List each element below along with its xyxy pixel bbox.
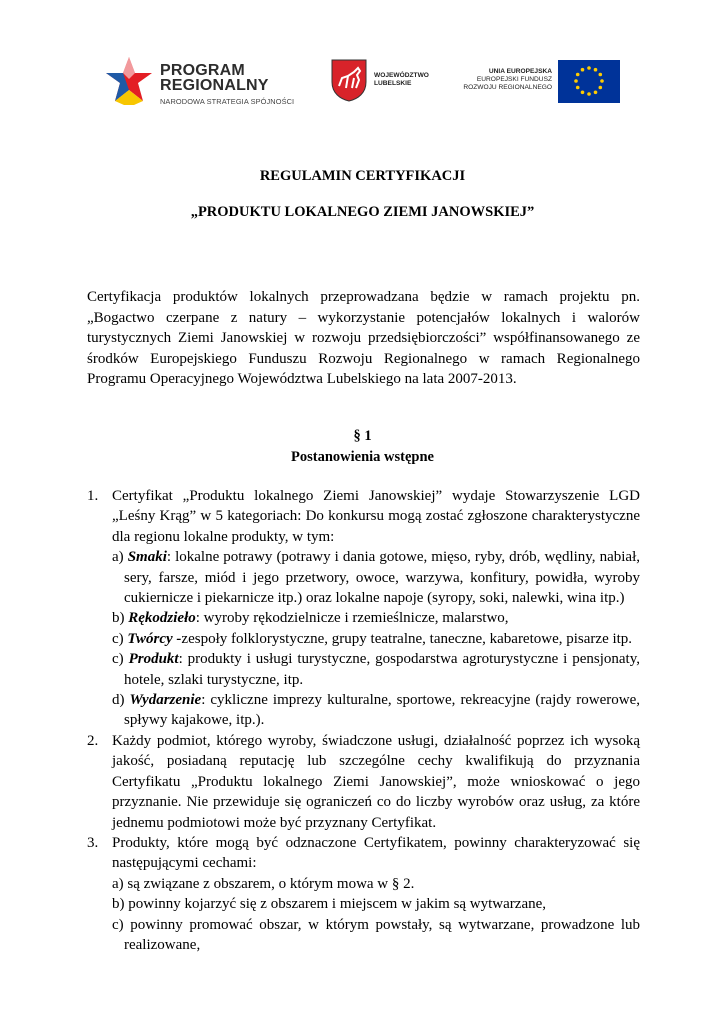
intro-paragraph: Certyfikacja produktów lokalnych przeprowadzana będzie w ramach projektu pn. „Bogactwo czerpane z natury – wykorzystanie potencjałów lokalnych i walorów turystycznych Ziemi Janowskiej w rozwoju przedsiębiorczości” współfinansowanego ze środków Europejskiego Funduszu Rozwoju Regionalnego w ramach Regionalnego Programu Operacyjnego Województwa Lubelskiego na lata 2007-2013. [87, 289, 640, 387]
eu-flag-icon [558, 60, 620, 103]
section-number: § 1 [353, 428, 372, 444]
sub-item: a) Smaki: lokalne potrawy (potrawy i dania gotowe, mięso, ryby, drób, wędliny, nabiał, sery, farsze, miód i jego przetwory, owoce, warzywa, konfitury, powidła, wyroby cukiernicze i piekarnicze itp.) oraz lokalne napoje (syropy, soki, nalewki, wina itp.) [112, 549, 640, 607]
program-subtitle: NARODOWA STRATEGIA SPÓJNOŚCI [160, 97, 295, 106]
program-title: PROGRAM REGIONALNY [160, 62, 269, 94]
sub-item: a) są związane z obszarem, o którym mowa w § 2. [112, 875, 415, 892]
sub-item: c) Twórcy -zespoły folklorystyczne, grupy teatralne, taneczne, kabaretowe, pisarze itp. [112, 630, 633, 647]
sub-item: c) powinny promować obszar, w którym powstały, są wytwarzane, prowadzone lub realizowane, [112, 916, 640, 953]
sub-item: b) powinny kojarzyć się z obszarem i miejscem w jakim są wytwarzane, [112, 896, 547, 913]
header-logos [0, 0, 725, 120]
sub-item: c) Produkt: produkty i usługi turystyczne, gospodarstwa agroturystyczne i pensjonaty, hotele, szlaki turystyczne, itp. [112, 651, 641, 688]
list-item: 3. Produkty, które mogą być odznaczone Certyfikatem, powinny charakteryzować się następującymi cechami: a) są związane z obszarem, o którym mowa w § 2. b) powinny kojarzyć się z obszarem i miejscem w jakim są wytwarzane, c) powinny promować obszar, w którym powstały, są wytwarzane, prowadzone lub realizowane, [87, 833, 640, 955]
lubelskie-text: WOJEWÓDZTWO LUBELSKIE [374, 72, 429, 87]
document-title: REGULAMIN CERTYFIKACJI [259, 168, 466, 184]
eu-logo [460, 60, 620, 104]
coat-of-arms-icon [330, 58, 368, 102]
document-subtitle: „PRODUKTU LOKALNEGO ZIEMI JANOWSKIEJ” [190, 204, 535, 220]
program-regionalny-logo [104, 55, 304, 115]
list-item: 1. Certyfikat „Produktu lokalnego Ziemi Janowskiej” wydaje Stowarzyszenie LGD „Leśny Krąg” w 5 kategoriach: Do konkursu mogą zostać zgłoszone charakterystyczne dla regionu lokalne produkty, w tym: a) Smaki: lokalne potrawy (potrawy i dania gotowe, mięso, ryby, drób, wędliny, nabiał, sery, farsze, miód i jego przetwory, owoce, warzywa, konfitury, powidła, wyroby cukiernicze i piekarnicze itp.) oraz lokalne napoje (syropy, soki, nalewki, wina itp.) b) Rękodzieło: wyroby rękodzielnicze i rzemieślnicze, malarstwo, c) Twórcy -zespoły folklorystyczne, grupy teatralne, taneczne, kabaretowe, pisarze itp. c) Produkt: produkty i usługi turystyczne, gospodarstwa agroturystyczne i pensjonaty, hotele, szlaki turystyczne, itp. d) Wydarzenie: cykliczne imprezy kulturalne, sportowe, rekreacyjne (rajdy rowerowe, spływy kajakowe, itp.). [87, 486, 640, 731]
sub-item: d) Wydarzenie: cykliczne imprezy kulturalne, sportowe, rekreacyjne (rajdy rowerowe, spływy kajakowe, itp.). [112, 692, 640, 729]
lubelskie-logo [330, 58, 450, 102]
eu-text: UNIA EUROPEJSKA EUROPEJSKI FUNDUSZ ROZWOJU REGIONALNEGO [463, 68, 552, 91]
list-item: 2. Każdy podmiot, którego wyroby, świadczone usługi, działalność poprzez ich wysoką jakość, posiadaną reputację lub szczególne cechy kwalifikują do przyznania Certyfikatu „Produktu lokalnego Ziemi Janowskiej”, może wnioskować o jego przyznanie. Nie przewiduje się ograniczeń co do liczby wyrobów oraz usług, za które jednemu podmiotowi może być przyznany Certyfikat. [87, 732, 640, 831]
sub-item: b) Rękodzieło: wyroby rękodzielnicze i rzemieślnicze, malarstwo, [112, 610, 509, 627]
section-title: Postanowienia wstępne [291, 449, 434, 465]
star-icon [104, 55, 154, 107]
provisions-list [87, 486, 640, 955]
